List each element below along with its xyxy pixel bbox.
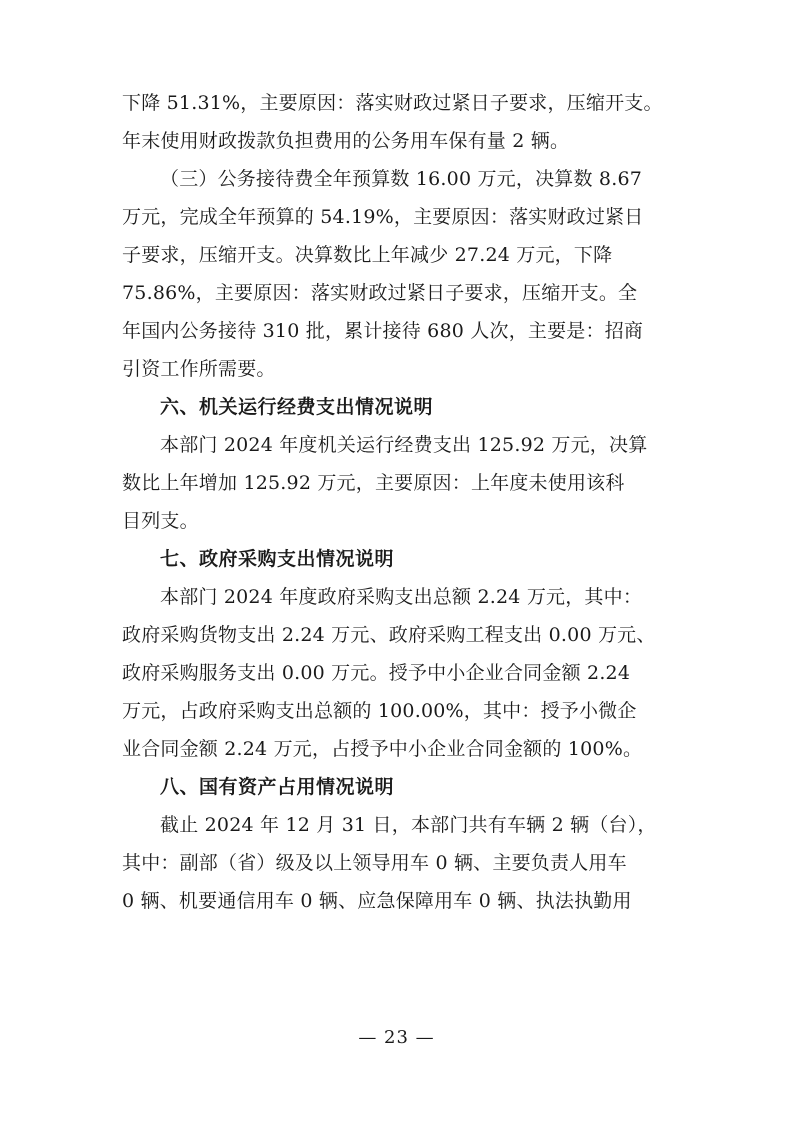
section-heading: 八、国有资产占用情况说明 [160,776,395,798]
text-line: 年国内公务接待 310 批，累计接待 680 人次，主要是：招商 [122,320,644,342]
text-line: 政府采购服务支出 0.00 万元。授予中小企业合同金额 2.24 [122,662,631,684]
text-line: 业合同金额 2.24 万元，占授予中小企业合同金额的 100%。 [122,738,643,760]
text-line: 政府采购货物支出 2.24 万元、政府采购工程支出 0.00 万元、 [122,624,656,646]
text-line: （三）公务接待费全年预算数 16.00 万元，决算数 8.67 [160,168,643,190]
text-line: 引资工作所需要。 [122,358,276,380]
section-heading: 六、机关运行经费支出情况说明 [160,396,434,418]
text-line: 目列支。 [122,510,199,532]
text-line: 其中：副部（省）级及以上领导用车 0 辆、主要负责人用车 [122,852,627,874]
text-line: 万元，占政府采购支出总额的 100.00%，其中：授予小微企 [122,700,637,722]
text-line: 本部门 2024 年度机关运行经费支出 125.92 万元，决算 [160,434,648,456]
text-line: 万元，完成全年预算的 54.19%，主要原因：落实财政过紧日 [122,206,644,228]
text-line: 下降 51.31%，主要原因：落实财政过紧日子要求，压缩开支。 [122,92,663,114]
text-line: 年末使用财政拨款负担费用的公务用车保有量 2 辆。 [122,130,570,152]
text-line: 数比上年增加 125.92 万元，主要原因：上年度未使用该科 [122,472,625,494]
body-text [122,84,670,920]
text-line: 子要求，压缩开支。决算数比上年减少 27.24 万元，下降 [122,244,613,266]
text-line: 0 辆、机要通信用车 0 辆、应急保障用车 0 辆、执法执勤用 [122,890,632,912]
page-number: — 23 — [358,1027,435,1048]
text-line: 本部门 2024 年度政府采购支出总额 2.24 万元，其中： [160,586,643,608]
section-heading: 七、政府采购支出情况说明 [160,548,395,570]
text-line: 截止 2024 年 12 月 31 日，本部门共有车辆 2 辆（台）， [160,814,657,836]
text-line: 75.86%，主要原因：落实财政过紧日子要求，压缩开支。全 [122,282,638,304]
